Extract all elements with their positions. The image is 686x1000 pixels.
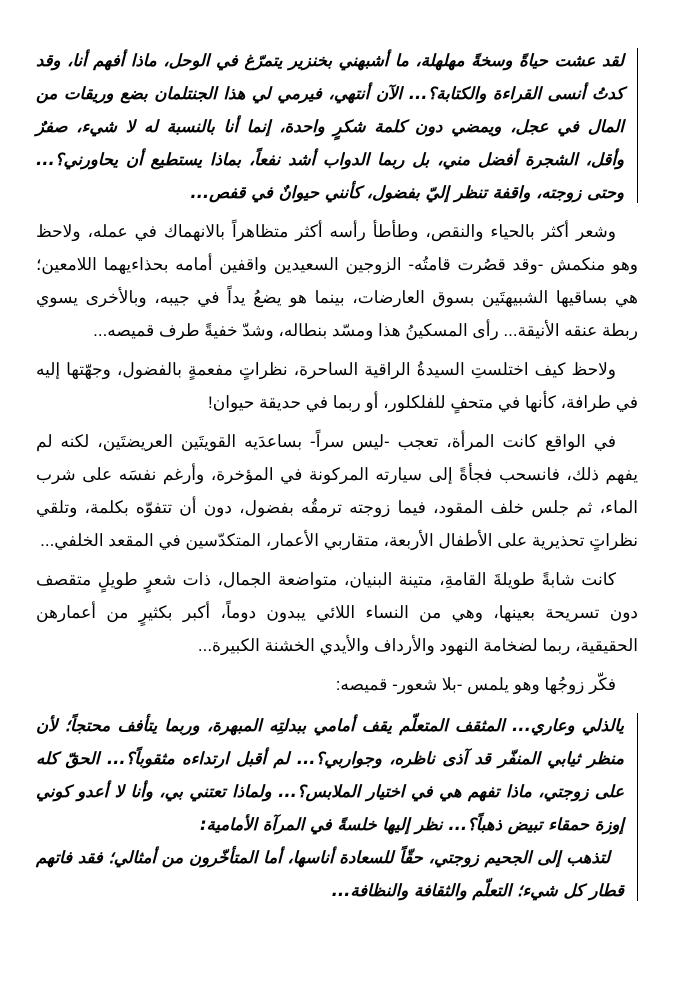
body-paragraph: وشعر أكثر بالحياء والنقص، وطأطأ رأسه أكثر متظاهراً بالانهماك في عمله، ولاحظ وهو منكمش -وقد قصُرت قامتُه- الزوجين السعيدين واقفين أمامه بحذاءيهما اللامعين؛ هي بساقيها الشبيهتَين بسوق العارضات، بينما هو يضعُ يداً في جيبه، وبالأخرى يسوي ربطة عنقه الأنيقة... رأى المسكينُ هذا ومسّد بنطاله، وشدّ خفيةً طرف قميصه...	[36, 222, 638, 340]
quote-paragraph: لتذهب إلى الجحيم زوجتي، حقّاً للسعادة أناسها، أما المتأخّرون من أمثالي؛ فقد فاتهم قطار كل شيء؛ التعلّم والثقافة والنظافة...	[36, 848, 624, 900]
body-paragraph: في الواقع كانت المرأة، تعجب -ليس سراً- بساعدَيه القويتَين العريضتَين، لكنه لم يفهم ذلك، فانسحب فجأةً إلى سيارته المركونة في المؤخرة، وأرغم نفسَه على شرب الماء، ثم جلس خلف المقود، فيما زوجته ترمقُه بفضول، دون أن تتفوّه بكلمة، وتلقي نظراتٍ تحذيرية على الأطفال الأربعة، متقاربي الأعمار، المتكدّسين في المقعد الخلفي...	[36, 432, 638, 550]
body-paragraph: فكّر زوجُها وهو يلمس -بلا شعور- قميصه:	[335, 675, 616, 694]
quote-block-bottom	[36, 709, 638, 907]
quote-paragraph: يالذلي وعاري... المثقف المتعلّم يقف أمامي ببدلتِه المبهرة، وربما يتأفف محتجاً؛ لأن منظر ثيابي المنفّر قد آذى ناظره، وجواربي؟... لم أقبل ارتداءه مثقوباً؟... الحقّ كله على زوجتي، ماذا تفهم هي في اختيار الملابس؟... ولماذا تعتني بي، وأنا لا أعدو كوني إوزة حمقاء تبيض ذهباً؟... نظر إليها خلسةً في المرآة الأمامية:	[36, 716, 624, 834]
narrative-body	[36, 215, 638, 701]
quote-block-top	[36, 44, 638, 209]
body-paragraph: كانت شابةً طويلةَ القامةِ، متينة البنيان، متواضعة الجمال، ذات شعرٍ طويلٍ متقصف دون تسريحة بعينها، وهي من النساء اللائي يبدون دوماً، أكبر بكثيرٍ من أعمارهن الحقيقية، ربما لضخامة النهود والأرداف والأيدي الخشنة الكبيرة...	[36, 570, 638, 655]
quote-paragraph: لقد عشت حياةً وسخةً مهلهلة، ما أشبهني بخنزير يتمرّغ في الوحل، ماذا أفهم أنا، وقد كدتُ أنسى القراءة والكتابة؟... الآن أنتهي، فيرمي لي هذا الجنتلمان بضع وريقات من المال في عجل، ويمضي دون كلمة شكرٍ واحدة، إنما أنا بالنسبة له لا شيء، صفرٌ وأقل، الشجرة أفضل مني، بل ربما الدواب أشد نفعاً، بماذا يستطيع أن يحاورني؟... وحتى زوجته، واقفة تنظر إليّ بفضول، كأنني حيوانٌ في قفص...	[36, 51, 624, 202]
body-paragraph: ولاحظ كيف اختلستِ السيدةُ الراقية الساحرة، نظراتٍ مفعمةٍ بالفضول، وجهّتها إليه في طرافة، كأنها في متحفٍ للفلكلور، أو ربما في حديقة حيوان!	[36, 360, 638, 412]
